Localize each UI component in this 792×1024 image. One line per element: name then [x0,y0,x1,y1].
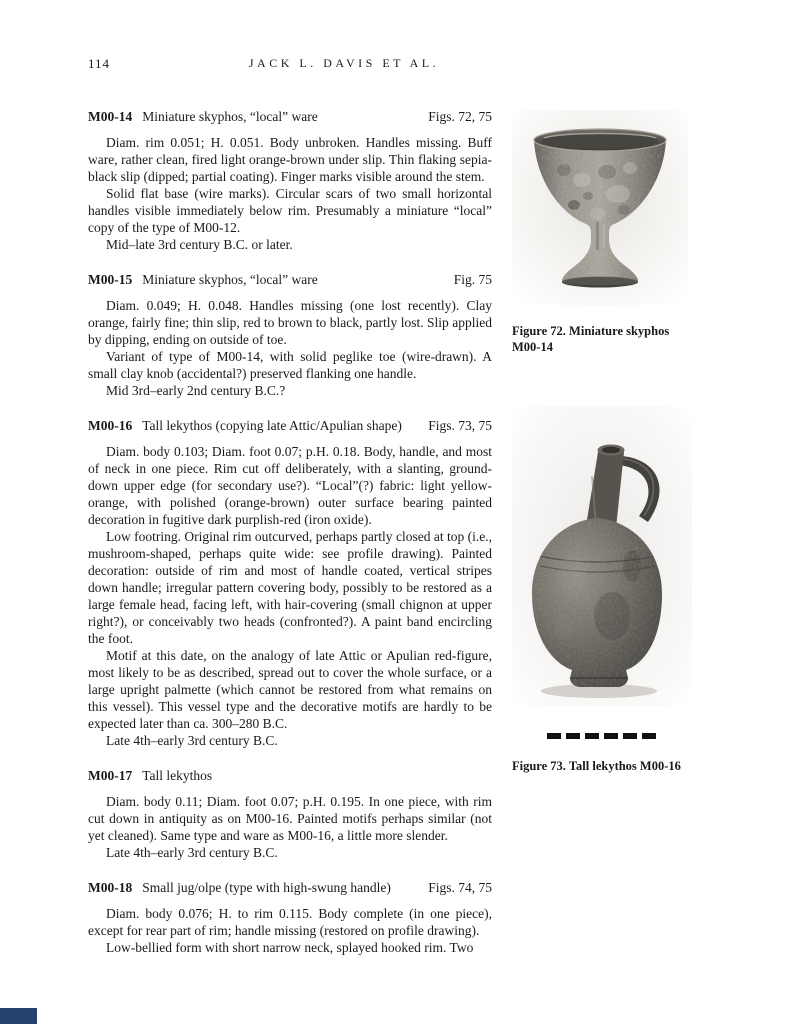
figure-73-caption: Figure 73. Tall lekythos M00-16 [512,759,681,773]
catalog-paragraph: Low footring. Original rim outcurved, perhaps partly closed at top (i.e., mushroom-shaped, perhaps quite wide: see profile drawing). Painted decoration: outside of rim and most of handle coated, vertical stripes down handle; irregular pattern covering body, possibly to be restored as a large female head, facing left, with hair-covering (small chignon at upper right?), or conceivably two heads (confronted?). A paint band encircling the foot. [88,529,492,646]
catalog-paragraph: Late 4th–early 3rd century B.C. [106,845,278,860]
figure-73 [512,406,692,774]
entry-id: M00-16 [88,418,133,433]
page-corner-mark [0,1008,37,1024]
running-head [0,56,792,74]
scale-bar [547,732,657,740]
entry-heading [88,417,492,434]
catalog-paragraph: Variant of type of M00-14, with solid peglike toe (wire-drawn). A small clay knob (accidental?) preserved flanking one handle. [88,349,492,381]
catalog-paragraph: Diam. rim 0.051; H. 0.051. Body unbroken. Handles missing. Buff ware, rather clean, fired light orange-brown under slip. Thin flaking sepia-black slip (dipped; partial coating). Finger marks visible around the stem. [88,135,492,184]
entry-heading [88,271,492,288]
catalog-paragraph: Diam. body 0.076; H. to rim 0.115. Body complete (in one piece), except for rear part of rim; handle missing (restored on profile drawing). [88,906,492,938]
scale-bar-wrap [512,727,692,745]
entry-figure-refs: Figs. 74, 75 [428,880,492,895]
catalog-paragraph: Mid 3rd–early 2nd century B.C.? [106,383,286,398]
entry-title: Miniature skyphos, “local” ware [142,109,318,124]
running-head-title: JACK L. DAVIS ET AL. [248,56,440,70]
page-number: 114 [88,56,111,71]
figure-73-photo-lekythos [512,406,692,706]
catalog-paragraph: Mid–late 3rd century B.C. or later. [106,237,293,252]
entry-heading [88,879,492,896]
entry-id: M00-14 [88,109,133,124]
catalog-entry-m00-14 [88,108,492,253]
entry-figure-refs: Figs. 73, 75 [428,418,492,433]
figure-72-caption: Figure 72. Miniature skyphos M00-14 [512,324,670,354]
entry-figure-refs: Figs. 72, 75 [428,109,492,124]
figure-72 [512,110,690,355]
catalog-paragraph: Solid flat base (wire marks). Circular scars of two small horizontal handles visible immediately below rim. Presumably a miniature “local” copy of the type of M00-12. [88,186,492,235]
catalog-entry-m00-17 [88,767,492,861]
entry-id: M00-15 [88,272,133,287]
entry-heading [88,108,492,125]
catalog-paragraph: Late 4th–early 3rd century B.C. [106,733,278,748]
catalog-paragraph: Low-bellied form with short narrow neck, splayed hooked rim. Two [106,940,474,955]
entry-title: Tall lekythos [142,768,213,783]
catalog-paragraph: Motif at this date, on the analogy of late Attic or Apulian red-figure, most likely to be as described, spread out to cover the whole surface, or a large upright palmette (which cannot be restored from what remains on this vessel). This vessel type and the decorative motifs are hardly to be expected later than ca. 300–280 B.C. [88,648,492,731]
entry-figure-refs: Fig. 75 [453,272,492,287]
catalog-text-column [88,90,492,960]
entry-title: Small jug/olpe (type with high-swung handle) [142,880,391,895]
entry-heading [88,767,492,784]
catalog-paragraph: Diam. body 0.103; Diam. foot 0.07; p.H. 0.18. Body, handle, and most of neck in one piece. Rim cut off deliberately, with a slanting, ground-down upper edge (for secondary use?). “Local”(?) fabric: light yellow-orange, with polished (orange-brown) outer surface bearing painted decoration in fugitive dark purplish-red (iron oxide). [88,444,492,527]
catalog-entry-m00-16 [88,417,492,749]
entry-title: Miniature skyphos, “local” ware [142,272,318,287]
catalog-entry-m00-15 [88,271,492,399]
entry-title: Tall lekythos (copying late Attic/Apulian shape) [142,418,402,433]
figure-72-photo-skyphos [512,110,688,305]
entry-id: M00-18 [88,880,133,895]
catalog-paragraph: Diam. 0.049; H. 0.048. Handles missing (one lost recently). Clay orange, fairly fine; thin slip, red to brown to black, partly lost. Slip applied by dipping, ending on outside of toe. [88,298,492,347]
catalog-entry-m00-18 [88,879,492,956]
catalog-paragraph: Diam. body 0.11; Diam. foot 0.07; p.H. 0.195. In one piece, with rim cut down in antiquity as on M00-16. Painted motifs perhaps similar (not yet cleaned). Same type and ware as M00-16, a little more slender. [88,794,492,843]
entry-id: M00-17 [88,768,133,783]
